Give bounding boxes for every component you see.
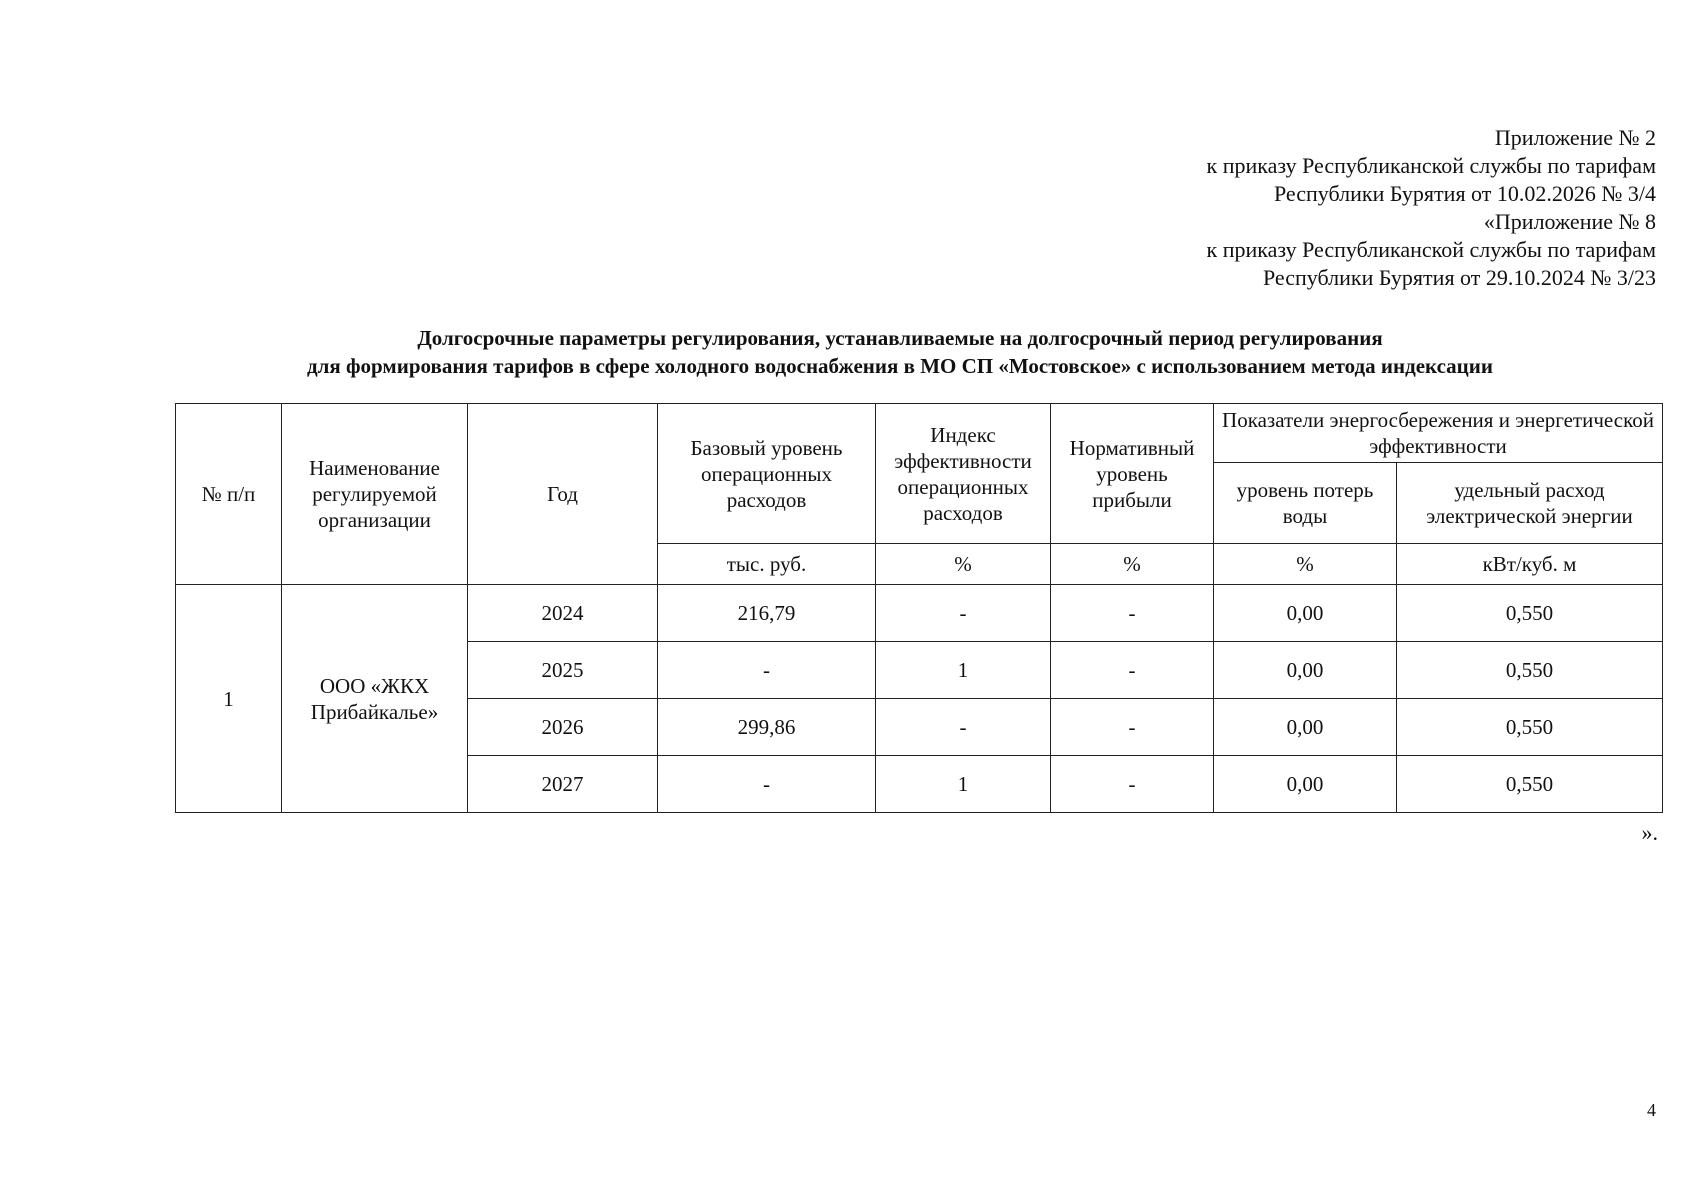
- cell-index: 1: [876, 642, 1051, 699]
- title-line-2: для формирования тарифов в сфере холодного водоснабжения в МО СП «Мостовское» с использованием метода индексации: [307, 354, 1493, 378]
- closing-quote: ».: [1641, 820, 1658, 845]
- cell-loss: 0,00: [1214, 756, 1397, 813]
- cell-norm: -: [1051, 585, 1214, 642]
- regulation-parameters-table: [175, 403, 1663, 813]
- header-electricity-consumption: удельный расход электрической энергии: [1397, 463, 1663, 544]
- header-water-loss: уровень потерь воды: [1214, 463, 1397, 544]
- header-base-level: Базовый уровень операционных расходов: [658, 404, 876, 544]
- header-efficiency-index: Индекс эффективности операционных расходов: [876, 404, 1051, 544]
- cell-base: 216,79: [658, 585, 876, 642]
- header-line: к приказу Республиканской службы по тарифам: [1206, 153, 1656, 178]
- unit-elec: кВт/куб. м: [1397, 544, 1663, 585]
- cell-base: 299,86: [658, 699, 876, 756]
- header-num: № п/п: [176, 404, 282, 585]
- table-row: [176, 585, 1663, 642]
- cell-elec: 0,550: [1397, 642, 1663, 699]
- header-normative-profit: Нормативный уровень прибыли: [1051, 404, 1214, 544]
- cell-index: 1: [876, 756, 1051, 813]
- cell-year: 2024: [468, 585, 658, 642]
- cell-year: 2025: [468, 642, 658, 699]
- cell-norm: -: [1051, 756, 1214, 813]
- page-number: 4: [1647, 1100, 1656, 1120]
- unit-norm: %: [1051, 544, 1214, 585]
- cell-base: -: [658, 756, 876, 813]
- header-line: к приказу Республиканской службы по тарифам: [1206, 237, 1656, 262]
- cell-year: 2027: [468, 756, 658, 813]
- cell-elec: 0,550: [1397, 756, 1663, 813]
- row-number: 1: [176, 585, 282, 813]
- cell-year: 2026: [468, 699, 658, 756]
- cell-base: -: [658, 642, 876, 699]
- cell-loss: 0,00: [1214, 642, 1397, 699]
- organization-name: ООО «ЖКХ Прибайкалье»: [282, 585, 468, 813]
- unit-base: тыс. руб.: [658, 544, 876, 585]
- appendix-header: [1207, 124, 1656, 292]
- cell-index: -: [876, 585, 1051, 642]
- header-line: Приложение № 2: [1494, 125, 1656, 150]
- cell-elec: 0,550: [1397, 585, 1663, 642]
- header-year: Год: [468, 404, 658, 585]
- cell-index: -: [876, 699, 1051, 756]
- header-line: Республики Бурятия от 10.02.2026 № 3/4: [1273, 181, 1656, 206]
- cell-norm: -: [1051, 642, 1214, 699]
- cell-loss: 0,00: [1214, 585, 1397, 642]
- header-line: «Приложение № 8: [1483, 209, 1656, 234]
- unit-loss: %: [1214, 544, 1397, 585]
- header-line: Республики Бурятия от 29.10.2024 № 3/23: [1262, 265, 1656, 290]
- unit-index: %: [876, 544, 1051, 585]
- header-organization: Наименование регулируемой организации: [282, 404, 468, 585]
- cell-norm: -: [1051, 699, 1214, 756]
- document-title: [160, 324, 1640, 380]
- header-energy-indicators: Показатели энергосбережения и энергетической эффективности: [1214, 404, 1663, 463]
- title-line-1: Долгосрочные параметры регулирования, устанавливаемые на долгосрочный период регулирования: [417, 326, 1383, 350]
- cell-elec: 0,550: [1397, 699, 1663, 756]
- cell-loss: 0,00: [1214, 699, 1397, 756]
